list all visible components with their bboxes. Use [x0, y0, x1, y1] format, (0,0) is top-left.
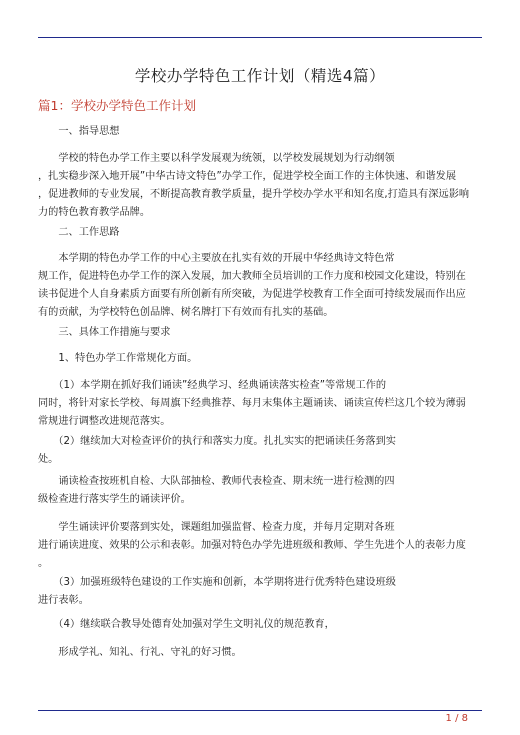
section-title: 篇1：学校办学特色工作计划: [38, 98, 196, 113]
text-line: ，扎实稳步深入地开展”中华古诗文特色”办学工作，促进学校全面工作的主体快速、和谐发展: [38, 171, 457, 182]
text-line: 本学期的特色办学工作的中心主要放在扎实有效的开展中华经典诗文特色常: [38, 253, 395, 264]
paragraph-item-2: [38, 433, 488, 469]
header-rule: [38, 37, 482, 38]
text-line: （2）继续加大对检查评价的执行和落实力度。扎扎实实的把诵读任务落到实: [38, 436, 396, 447]
paragraph-evaluation: [38, 519, 488, 573]
text-line: （1）本学期在抓好我们诵读”经典学习、经典诵读落实检查”等常规工作的: [38, 380, 387, 391]
text-line: 规工作，促进特色办学工作的深入发展，加大教师全员培训的工作力度和校园文化建设，特别在: [38, 271, 466, 282]
heading-guiding-ideology: [38, 123, 488, 141]
paragraph-habits: [38, 644, 488, 662]
text-line: 1、特色办学工作常规化方面。: [38, 353, 198, 364]
text-line: 形成学礼、知礼、行礼、守礼的好习惯。: [38, 647, 242, 658]
text-line: 进行诵读进度、效果的公示和表彰。加强对特色办学先进班级和教师、学生先进个人的表彰力度: [38, 540, 466, 551]
document-title: 学校办学特色工作计划（精选4篇）: [134, 67, 386, 85]
text-line: 有的贡献，为学校特色创品牌、树名牌打下有效而有扎实的基础。: [38, 307, 334, 318]
paragraph-item-1: [38, 377, 488, 431]
text-line: 处。: [38, 454, 59, 465]
footer-rule: [38, 710, 482, 711]
text-line: 二、工作思路: [38, 227, 120, 238]
text-line: 学校的特色办学工作主要以科学发展观为统领，以学校发展规划为行动纲领: [38, 153, 395, 164]
text-line: （4）继续联合教导处德育处加强对学生文明礼仪的规范教育，: [38, 619, 335, 630]
subheading-routine: [38, 350, 488, 368]
paragraph-work-approach: [38, 250, 488, 322]
text-line: 学生诵读评价要落到实处，课题组加强监督、检查力度，并每月定期对各班: [38, 522, 395, 533]
paragraph-guiding-ideology: [38, 150, 488, 222]
text-line: 读书促进个人自身素质方面要有所创新有所突破，为促进学校教育工作全面可持续发展而作出应: [38, 289, 466, 300]
heading-work-approach: [38, 224, 488, 242]
page-number: 1 / 8: [445, 713, 468, 724]
text-line: 一、指导思想: [38, 126, 120, 137]
text-line: 三、具体工作措施与要求: [38, 327, 171, 338]
text-line: 诵读检查按班机自检、大队部抽检、教师代表检查、期末统一进行检测的四: [38, 476, 395, 487]
text-line: 级检查进行落实学生的诵读评价。: [38, 494, 191, 505]
text-line: 常规进行调整改进规范落实。: [38, 416, 171, 427]
text-line: （3）加强班级特色建设的工作实施和创新，本学期将进行优秀特色建设班级: [38, 577, 396, 588]
paragraph-inspection: [38, 473, 488, 509]
heading-measures: [38, 324, 488, 342]
paragraph-item-3: [38, 574, 488, 610]
text-line: 进行表彰。: [38, 595, 89, 606]
text-line: 。: [38, 558, 49, 569]
text-line: ，促进教师的专业发展，不断提高教育教学质量，提升学校办学水平和知名度,打造具有深远影响: [38, 189, 470, 200]
paragraph-item-4: [38, 616, 488, 634]
text-line: 力的特色教育教学品牌。: [38, 207, 151, 218]
text-line: 同时，将针对家长学校、每周旗下经典推荐、每月末集体主题诵读、诵读宣传栏这几个较为薄弱: [38, 398, 466, 409]
